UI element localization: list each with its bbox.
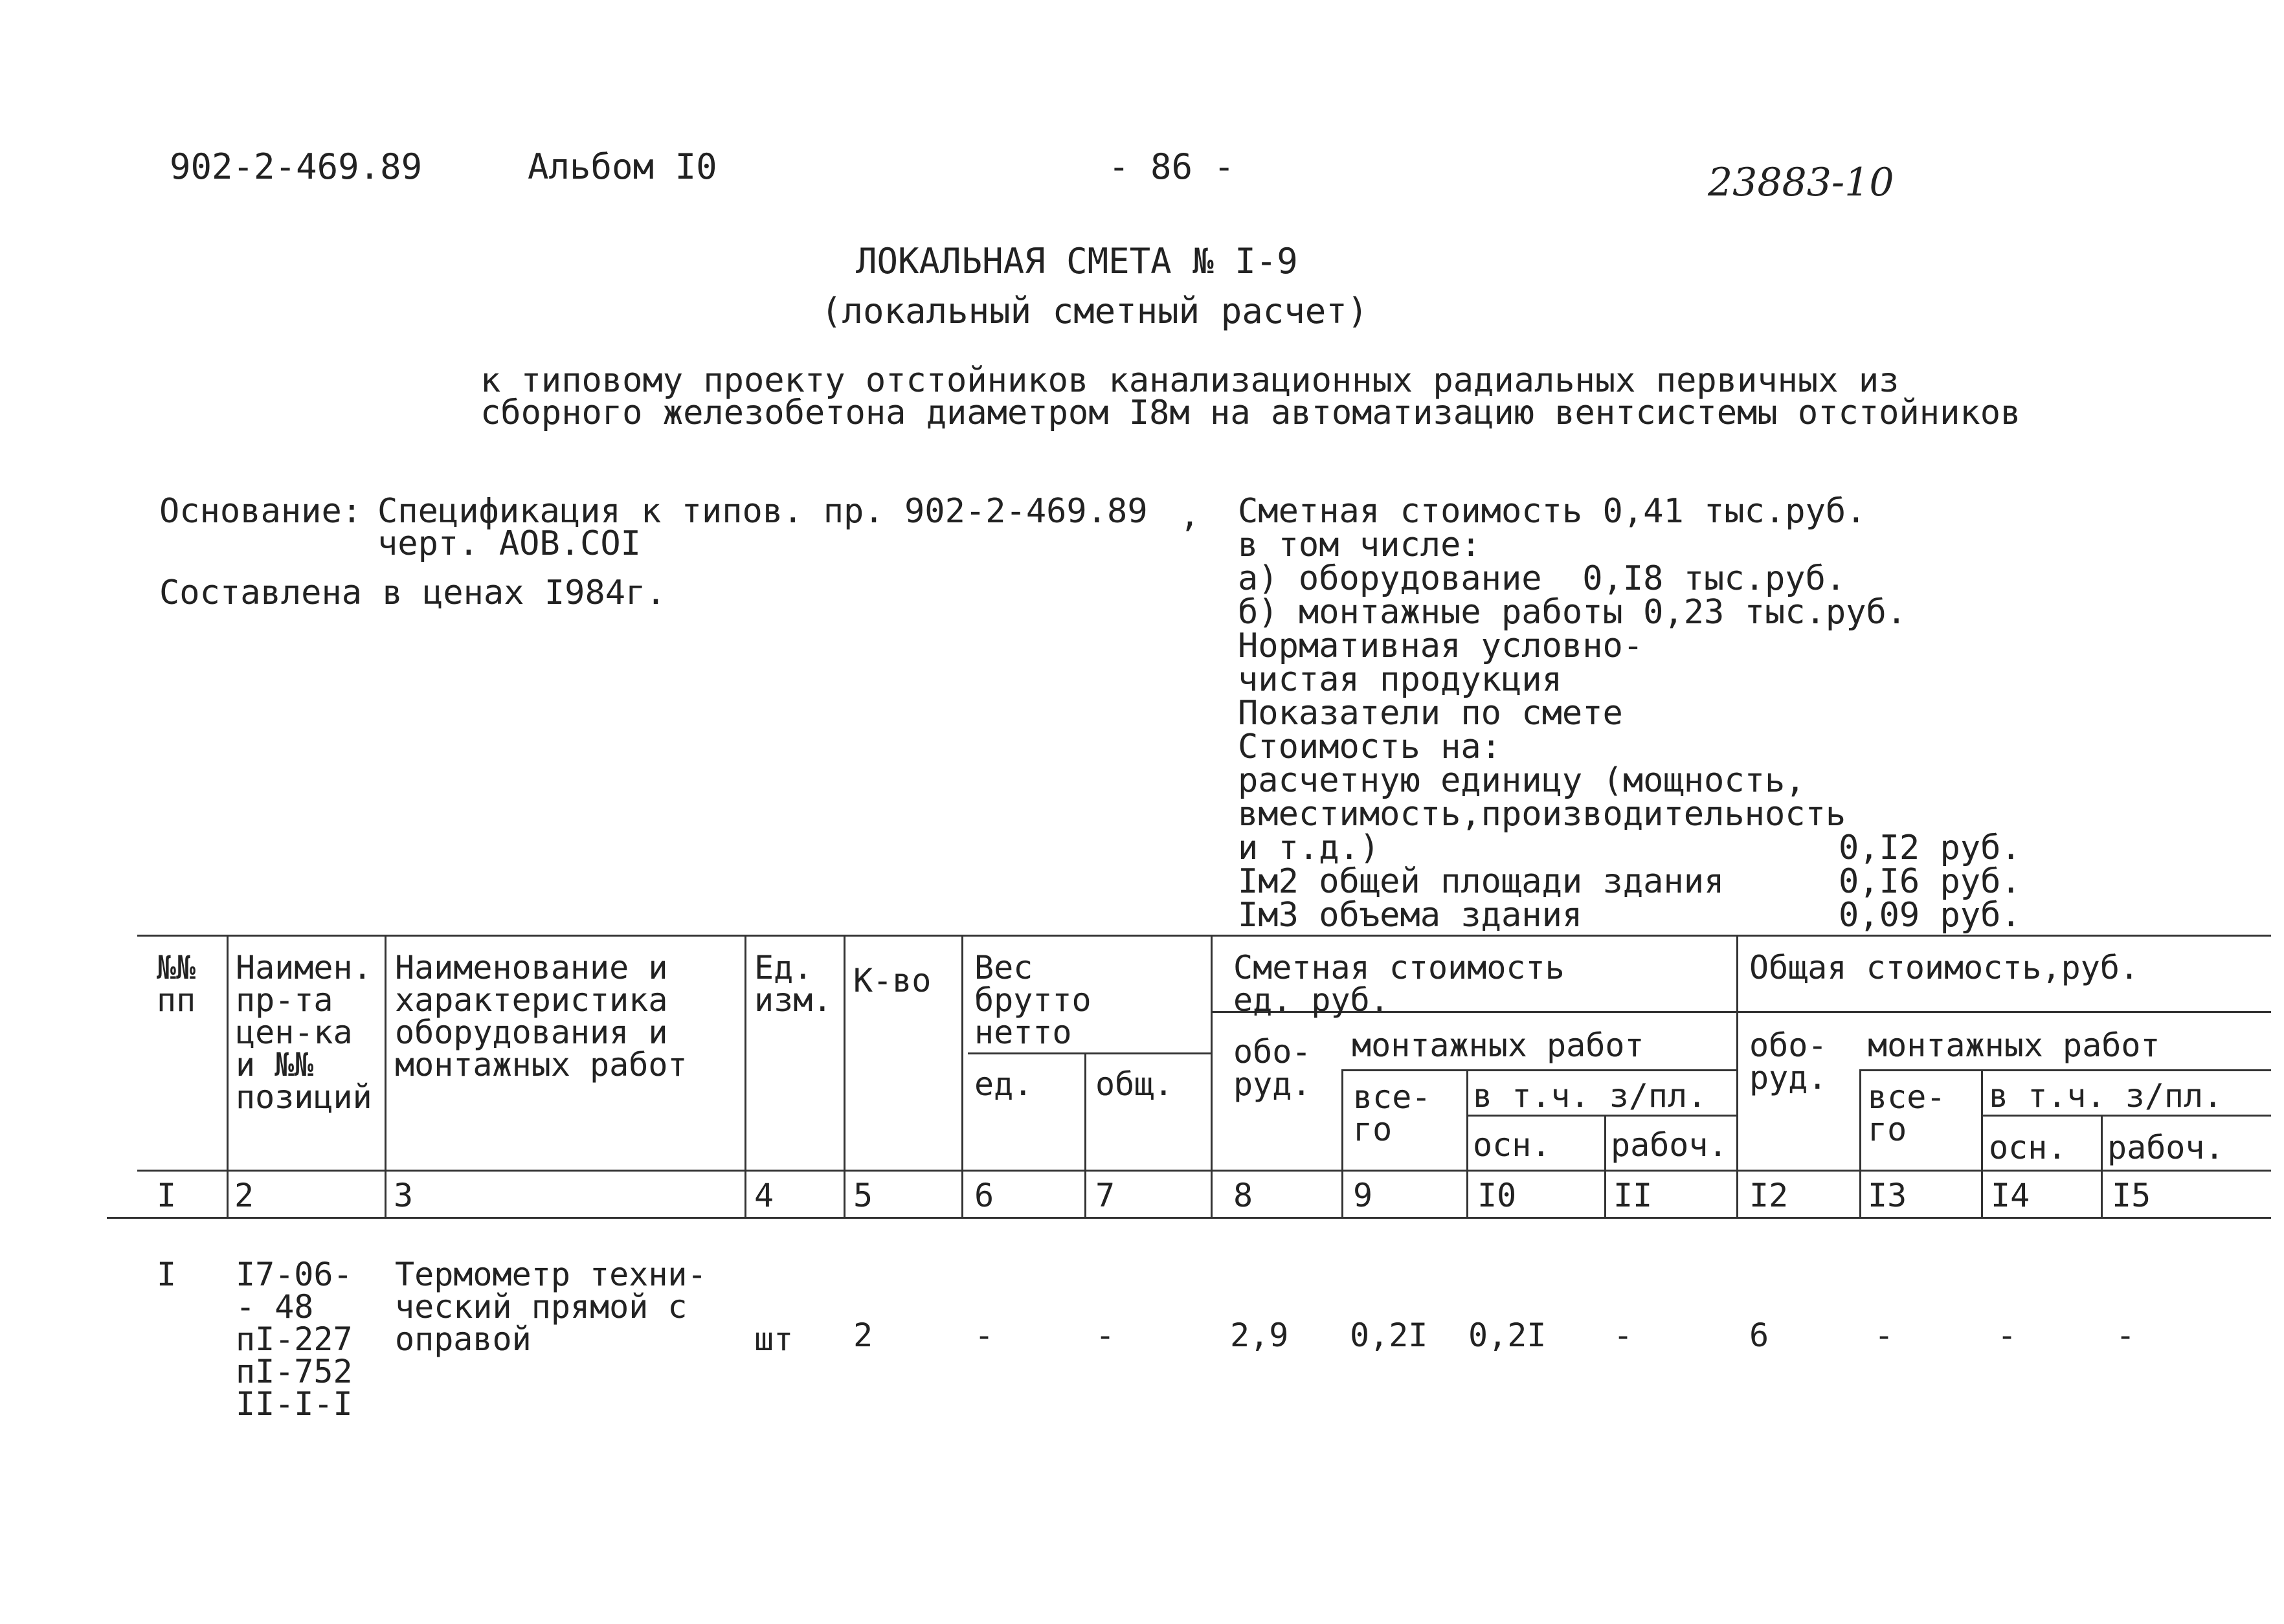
header-item-name: монтажных работ xyxy=(395,1046,688,1084)
row-unit-install-basic: 0,2I xyxy=(1468,1317,1547,1354)
header-price-code: позиций xyxy=(236,1078,372,1116)
grid-line xyxy=(968,1052,1211,1054)
column-number: II xyxy=(1613,1177,1653,1214)
page-number: - 86 - xyxy=(1108,146,1235,187)
header-unit-install-total: го xyxy=(1353,1111,1393,1148)
row-total-install-workers: - xyxy=(2116,1317,2136,1354)
grid-line xyxy=(2101,1115,2103,1217)
document-number: 902-2-469.89 xyxy=(170,146,423,187)
summary-line: Сметная стоимость 0,41 тыс.руб. xyxy=(1238,492,1866,531)
row-weight-unit: - xyxy=(974,1317,994,1354)
column-number: 5 xyxy=(853,1177,873,1214)
grid-line xyxy=(1341,1069,1343,1217)
column-number: 8 xyxy=(1233,1177,1253,1214)
header-unit-equipment: обо- xyxy=(1233,1033,1312,1071)
grid-line xyxy=(385,935,386,1217)
row-price-code: II-I-I xyxy=(236,1385,353,1423)
header-price-code: Наимен. xyxy=(236,949,372,986)
grid-line xyxy=(1859,1069,1861,1217)
grid-line xyxy=(1211,935,1213,1217)
grid-line xyxy=(1466,1069,1468,1217)
grid-line xyxy=(844,935,845,1217)
header-unit-workers: рабоч. xyxy=(1611,1126,1728,1164)
grid-line xyxy=(745,935,746,1217)
header-row-number: №№ xyxy=(157,949,196,986)
summary-line: вместимость,производительность xyxy=(1238,795,1846,834)
row-unit: шт xyxy=(754,1320,794,1358)
price-basis: Составлена в ценах I984г. xyxy=(159,573,666,612)
header-weight: нетто xyxy=(974,1014,1072,1051)
row-unit-install-workers: - xyxy=(1613,1317,1633,1354)
header-weight: брутто xyxy=(974,981,1092,1019)
header-unit-install-total: все- xyxy=(1353,1078,1431,1116)
estimate-subtitle: (локальный сметный расчет) xyxy=(821,291,1369,331)
grid-line xyxy=(1341,1069,1736,1071)
grid-line xyxy=(1859,1069,2271,1071)
header-total-install-total: все- xyxy=(1868,1078,1946,1116)
basis-spec-line-2: черт. АОВ.СОI xyxy=(377,524,641,563)
column-number: 7 xyxy=(1095,1177,1115,1214)
header-unit-equipment: руд. xyxy=(1233,1065,1312,1103)
row-quantity: 2 xyxy=(853,1317,873,1354)
column-number: I4 xyxy=(1991,1177,2030,1214)
column-number: 3 xyxy=(394,1177,414,1214)
row-unit-install-total: 0,2I xyxy=(1350,1317,1428,1354)
grid-line xyxy=(227,935,229,1217)
header-item-name: Наименование и xyxy=(395,949,668,986)
grid-line xyxy=(107,1217,2271,1219)
summary-block xyxy=(1238,492,2144,935)
row-price-code: - 48 xyxy=(236,1288,314,1326)
grid-line xyxy=(137,1170,2271,1172)
grid-line xyxy=(1981,1115,2271,1117)
summary-line: Стоимость на: xyxy=(1238,728,1501,766)
row-item-name: оправой xyxy=(395,1320,532,1358)
column-number: I0 xyxy=(1477,1177,1517,1214)
header-unit-cost: ед. руб. xyxy=(1233,981,1389,1019)
header-unit-install: монтажных работ xyxy=(1352,1027,1644,1064)
grid-line xyxy=(1604,1115,1606,1217)
summary-line: б) монтажные работы 0,23 тыс.руб. xyxy=(1238,593,1907,632)
basis-spec-line-1: Спецификация к типов. пр. 902-2-469.89 xyxy=(377,492,1148,531)
header-total-install-total: го xyxy=(1868,1111,1907,1148)
header-total-cost: Общая стоимость,руб. xyxy=(1749,949,2140,986)
header-price-code: пр-та xyxy=(236,981,333,1019)
column-number: 2 xyxy=(234,1177,254,1214)
subject-line-2: сборного железобетона диаметром I8м на автоматизацию вентсистемы отстойников xyxy=(480,394,2021,432)
grid-line xyxy=(137,935,2271,937)
basis-comma: , xyxy=(1180,496,1200,535)
header-weight-total: общ. xyxy=(1095,1065,1174,1103)
estimate-title: ЛОКАЛЬНАЯ СМЕТА № I-9 xyxy=(856,241,1298,282)
column-number: 4 xyxy=(754,1177,774,1214)
header-unit-basic: осн. xyxy=(1473,1126,1551,1164)
indicator-label: Iм3 объема здания xyxy=(1238,896,1583,935)
album-label: Альбом I0 xyxy=(528,146,717,187)
column-number: I2 xyxy=(1749,1177,1789,1214)
header-total-basic: осн. xyxy=(1989,1129,2067,1166)
row-unit-equipment: 2,9 xyxy=(1230,1317,1289,1354)
column-number: I5 xyxy=(2112,1177,2151,1214)
grid-line xyxy=(1084,1052,1086,1217)
row-weight-total: - xyxy=(1095,1317,1115,1354)
row-item-name: Термометр техни- xyxy=(395,1256,707,1293)
header-total-equipment: обо- xyxy=(1749,1027,1828,1064)
grid-line xyxy=(1736,935,1738,1217)
indicator-row xyxy=(1238,896,2144,935)
header-price-code: и №№ xyxy=(236,1046,314,1084)
archive-stamp: 23883-10 xyxy=(1708,160,1894,205)
column-number: I3 xyxy=(1868,1177,1907,1214)
summary-line: чистая продукция xyxy=(1238,660,1562,699)
row-price-code: I7-06- xyxy=(236,1256,353,1293)
header-total-workers: рабоч. xyxy=(2107,1129,2224,1166)
indicator-value: 0,I6 руб. xyxy=(1839,862,2021,901)
header-price-code: цен-ка xyxy=(236,1014,353,1051)
column-number: 9 xyxy=(1353,1177,1373,1214)
row-price-code: пI-752 xyxy=(236,1353,353,1390)
header-total-incl-wages: в т.ч. з/пл. xyxy=(1989,1077,2223,1115)
basis-label: Основание: xyxy=(159,492,363,531)
column-number: I xyxy=(157,1177,177,1214)
header-total-equipment: руд. xyxy=(1749,1059,1828,1096)
summary-line: Показатели по смете xyxy=(1238,694,1623,733)
column-number: 6 xyxy=(974,1177,994,1214)
row-item-name: ческий прямой с xyxy=(395,1288,688,1326)
grid-line xyxy=(1981,1069,1983,1217)
header-row-number: пп xyxy=(157,981,196,1019)
header-unit-cost: Сметная стоимость xyxy=(1233,949,1565,986)
summary-line: в том числе: xyxy=(1238,526,1481,564)
header-quantity: К-во xyxy=(853,962,932,999)
header-total-install: монтажных работ xyxy=(1868,1027,2160,1064)
row-price-code: пI-227 xyxy=(236,1320,353,1358)
row-total-equipment: 6 xyxy=(1749,1317,1769,1354)
summary-line: Нормативная условно- xyxy=(1238,627,1644,665)
header-unit-incl-wages: в т.ч. з/пл. xyxy=(1473,1077,1707,1115)
indicator-label: Iм2 общей площади здания xyxy=(1238,862,1725,901)
header-item-name: оборудования и xyxy=(395,1014,668,1051)
indicator-row xyxy=(1238,862,2144,901)
indicator-value: 0,09 руб. xyxy=(1839,896,2021,935)
header-unit: Ед. xyxy=(754,949,813,986)
header-weight-unit: ед. xyxy=(974,1065,1033,1103)
row-total-install-basic: - xyxy=(1997,1317,2017,1354)
header-item-name: характеристика xyxy=(395,981,668,1019)
row-number: I xyxy=(157,1256,177,1293)
grid-line xyxy=(961,935,963,1217)
summary-line: а) оборудование 0,I8 тыс.руб. xyxy=(1238,559,1846,598)
indicator-label: и т.д.) xyxy=(1238,829,1380,867)
indicator-value: 0,I2 руб. xyxy=(1839,829,2021,867)
grid-line xyxy=(1466,1115,1736,1117)
subject-line-1: к типовому проекту отстойников канализационных радиальных первичных из xyxy=(480,361,1899,400)
indicator-row xyxy=(1238,831,2144,865)
summary-line: расчетную единицу (мощность, xyxy=(1238,761,1806,800)
row-total-install-total: - xyxy=(1874,1317,1894,1354)
header-weight: Вес xyxy=(974,949,1033,986)
header-unit: изм. xyxy=(754,981,833,1019)
